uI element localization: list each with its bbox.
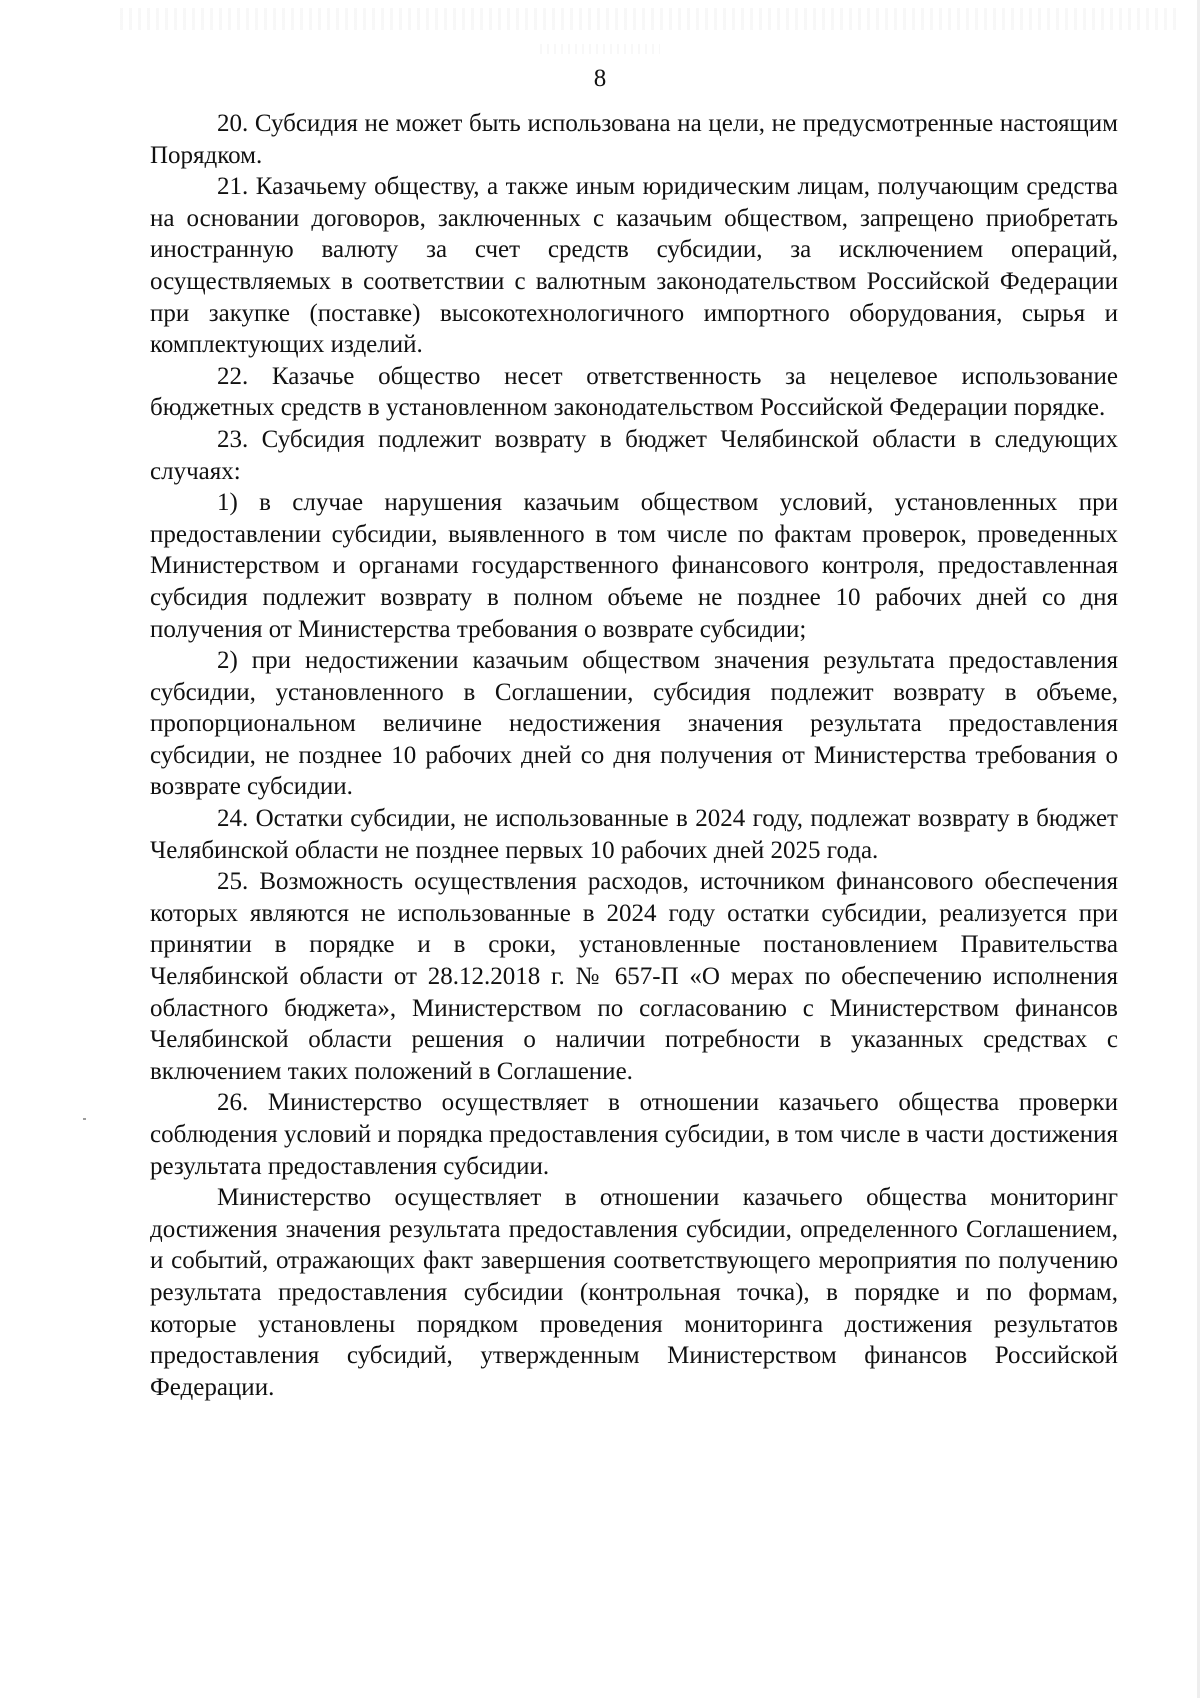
- paragraph-23: 23. Субсидия подлежит возврату в бюджет Челябинской области в следующих случаях:: [150, 425, 1118, 485]
- paragraph-20: 20. Субсидия не может быть использована на цели, не предусмотренные настоящим Порядком.: [150, 110, 1118, 169]
- paragraph-26-continuation: Министерство осуществляет в отношении казачьего общества мониторинг достижения значения результата предоставления субсидии, определенного Соглашением, и событий, отражающих факт завершения соответствующего мероприятия по получению результата предоставления субсидии (контрольная точка), в порядке и по формам, которые установлены порядком проведения мониторинга достижения результатов предоставления субсидий, утвержденным Министерством финансов Российской Федерации.: [150, 1184, 1118, 1401]
- paragraph-24: 24. Остатки субсидии, не использованные в 2024 году, подлежат возврату в бюджет Челябинской области не позднее первых 10 рабочих дней 2025 года.: [150, 805, 1118, 864]
- paragraph-22: 22. Казачье общество несет ответственность за нецелевое использование бюджетных средств в установленном законодательством Российской Федерации порядке.: [150, 362, 1118, 422]
- paragraph-26: 26. Министерство осуществляет в отношении казачьего общества проверки соблюдения условий и порядка предоставления субсидии, в том числе в части достижения результата предоставления субсидии.: [150, 1089, 1118, 1180]
- scan-artifact: [540, 44, 660, 54]
- paragraph-21: 21. Казачьему обществу, а также иным юридическим лицам, получающим средства на основании договоров, заключенных с казачьим обществом, запрещено приобретать иностранную валюту за счет средств субсидии, за исключением операций, осуществляемых в соответствии с валютным законодательством Российской Федерации при закупке (поставке) высокотехнологичного импортного оборудования, сырья и комплектующих изделий.: [150, 173, 1118, 359]
- paragraph-23-item-2: 2) при недостижении казачьим обществом значения результата предоставления субсидии, установленного в Соглашении, субсидия подлежит возврату в объеме, пропорциональном величине недостижения значения результата предоставления субсидии, не позднее 10 рабочих дней со дня получения от Министерства требования о возврате субсидии.: [150, 647, 1118, 801]
- paragraph-23-item-1: 1) в случае нарушения казачьим обществом условий, установленных при предоставлении субсидии, выявленного в том числе по фактам проверок, проведенных Министерством и органами государственного финансового контроля, предоставленная субсидия подлежит возврату в полном объеме не позднее 10 рабочих дней со дня получения от Министерства требования о возврате субсидии;: [150, 489, 1118, 643]
- page-number: 8: [593, 65, 607, 92]
- paragraph-25: 25. Возможность осуществления расходов, источником финансового обеспечения которых являются не использованные в 2024 году остатки субсидии, реализуется при принятии в порядке и в сроки, установленные постановлением Правительства Челябинской области от 28.12.2018 г. № 657-П «О мерах по обеспечению исполнения областного бюджета», Министерством по согласованию с Министерством финансов Челябинской области решения о наличии потребности в указанных средствах с включением таких положений в Соглашение.: [150, 868, 1118, 1085]
- scan-artifact: [120, 8, 1180, 30]
- document-body: [150, 108, 1118, 1403]
- scan-artifact: [83, 1118, 86, 1120]
